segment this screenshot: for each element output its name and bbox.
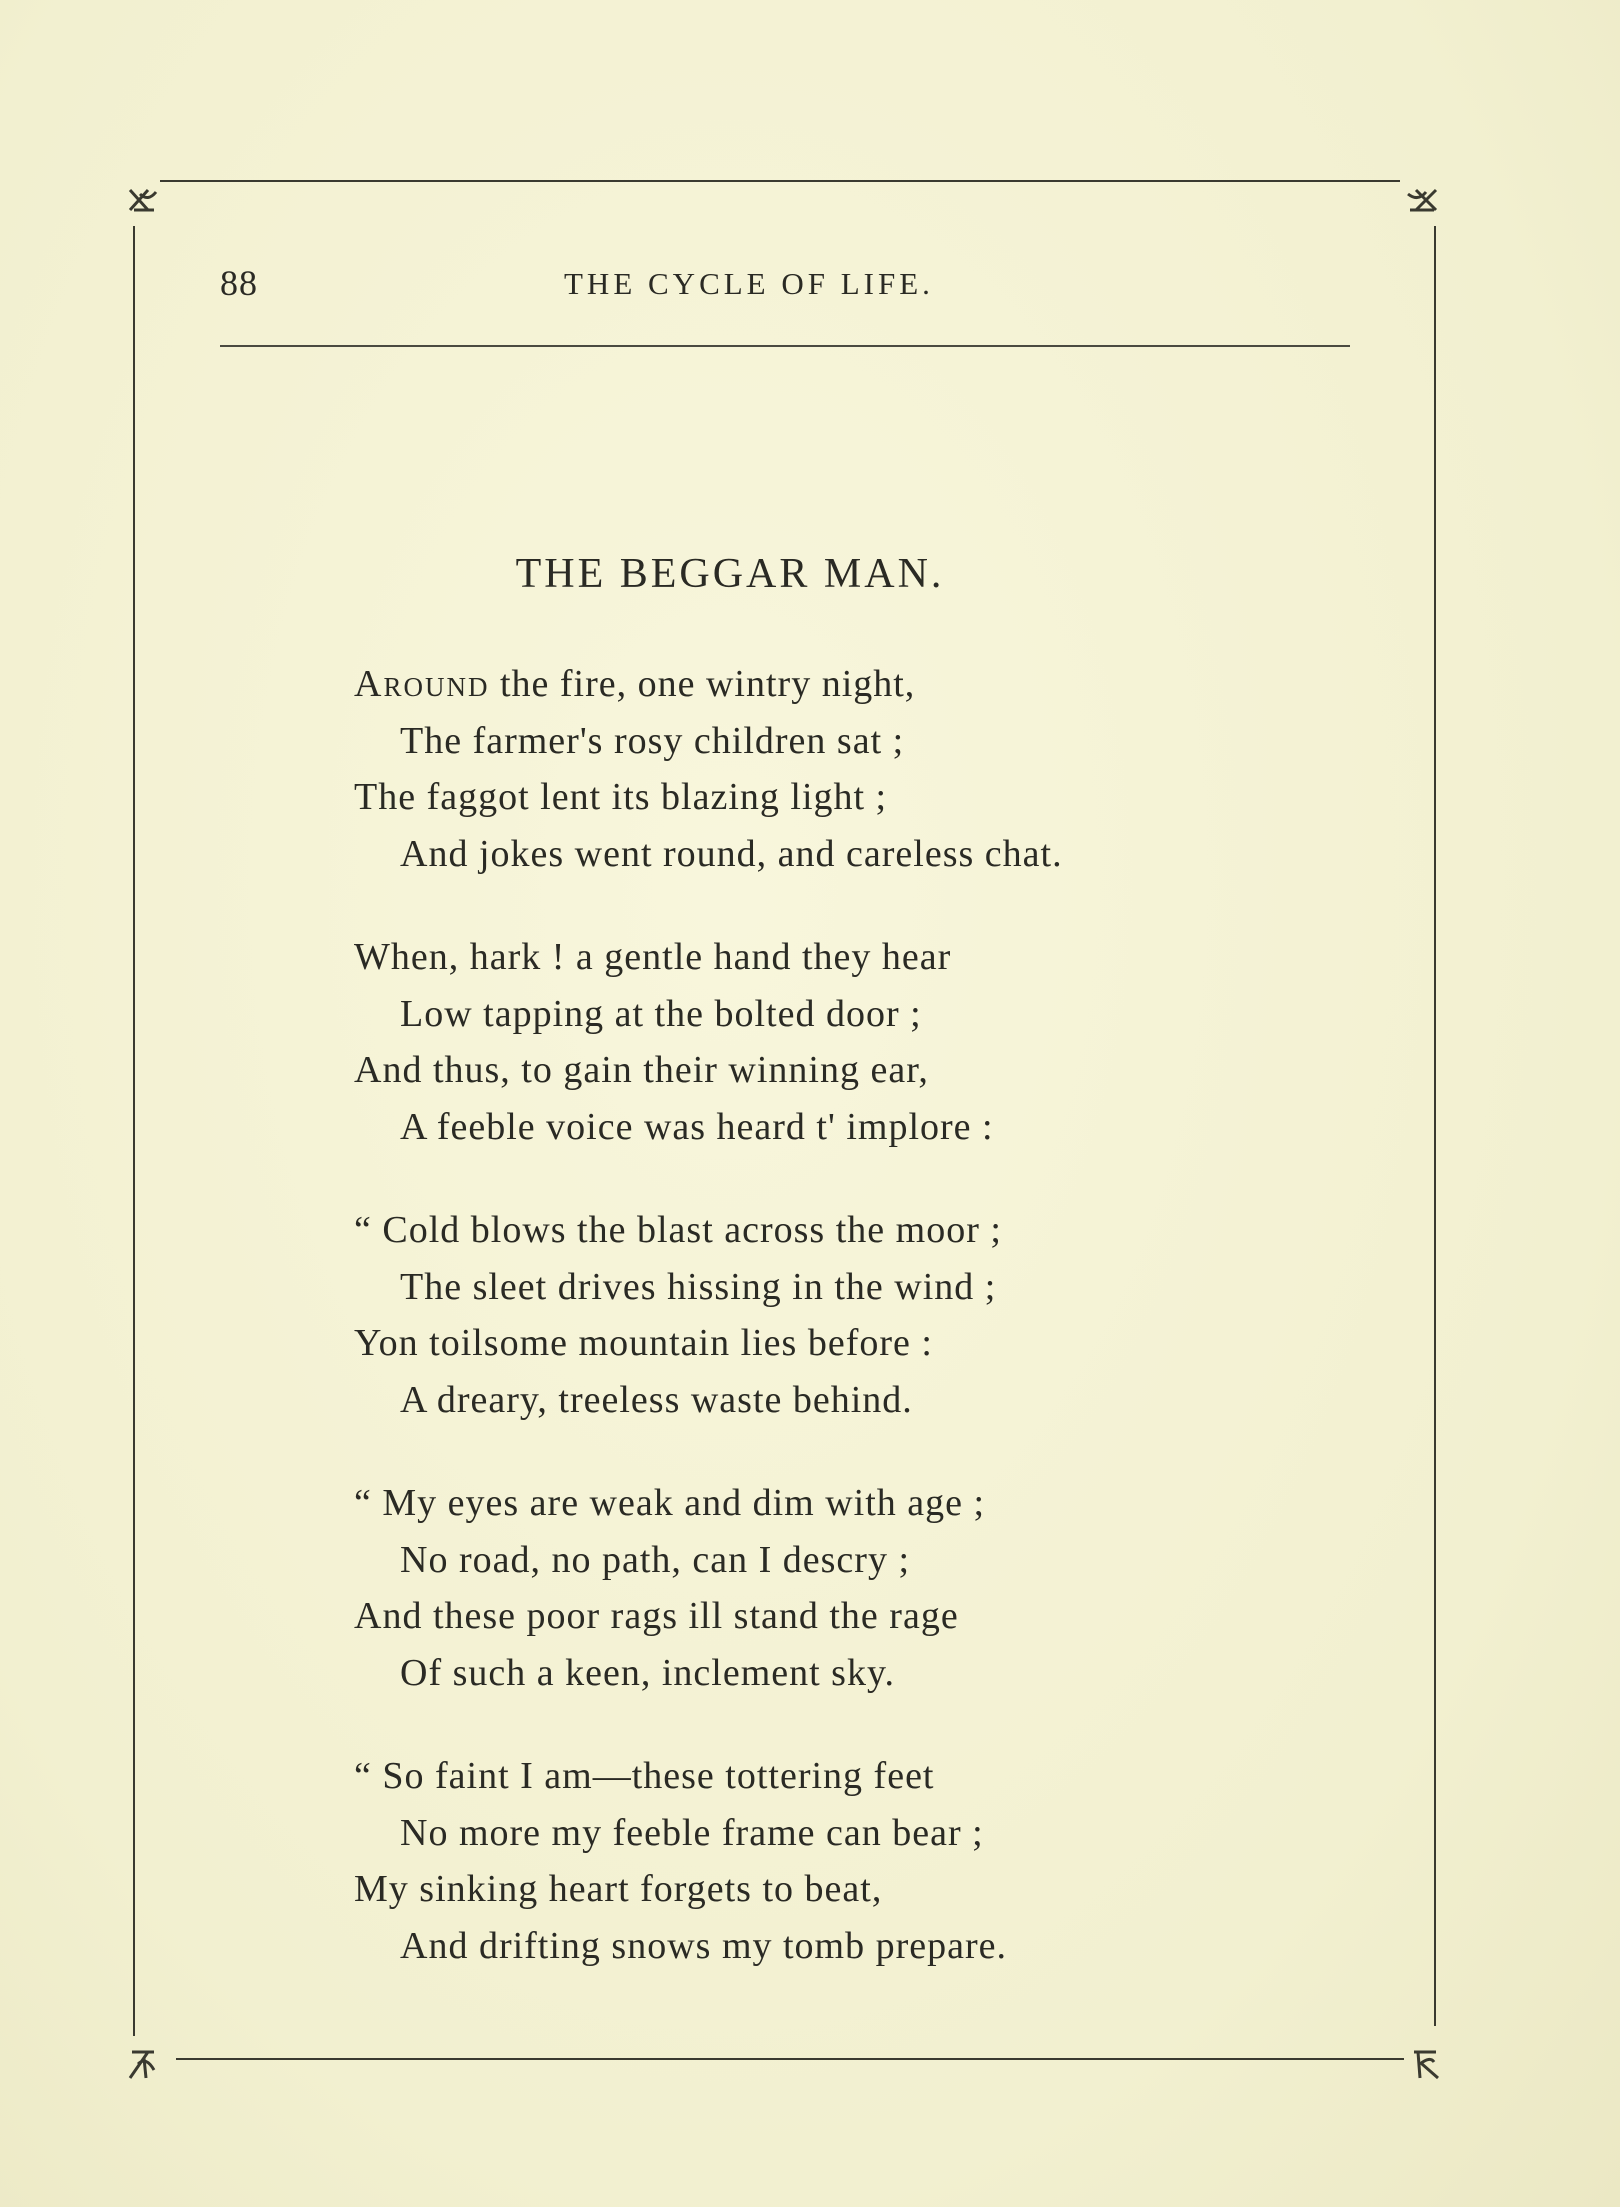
poem-body (354, 656, 1394, 2021)
frame-bottom-rule (176, 2058, 1404, 2060)
poem-line: When, hark ! a gentle hand they hear (354, 936, 952, 978)
line-text: the fire, one wintry night, (489, 663, 916, 705)
header-rule (220, 345, 1350, 347)
frame-top-rule (160, 180, 1400, 182)
poem-line: No more my feeble frame can bear ; (400, 1811, 984, 1854)
stanza (354, 929, 1394, 1155)
poem-line: “ Cold blows the blast across the moor ; (354, 1209, 1002, 1251)
page-number: 88 (220, 263, 258, 303)
poem-line: My sinking heart forgets to beat, (354, 1868, 883, 1910)
drop-word: Around (354, 663, 490, 705)
corner-ornament-bottom-right-icon (1396, 2034, 1446, 2084)
poem-line: No road, no path, can I descry ; (400, 1538, 911, 1581)
poem-line: “ My eyes are weak and dim with age ; (354, 1482, 986, 1524)
stanza (354, 1202, 1394, 1428)
poem-line: The farmer's rosy children sat ; (400, 719, 905, 762)
poem-line (354, 656, 1394, 713)
poem-line: A feeble voice was heard t' implore : (400, 1105, 994, 1148)
stanza (354, 1748, 1394, 1974)
poem-line: “ So faint I am—these tottering feet (354, 1755, 935, 1797)
stanza (354, 1475, 1394, 1701)
poem-line: And drifting snows my tomb prepare. (400, 1924, 1008, 1967)
poem-line: And jokes went round, and careless chat. (400, 832, 1063, 875)
running-title: THE CYCLE OF LIFE. (564, 266, 934, 301)
poem-line: The faggot lent its blazing light ; (354, 776, 888, 818)
poem-line: A dreary, treeless waste behind. (400, 1378, 913, 1421)
poem-line: Of such a keen, inclement sky. (400, 1651, 895, 1694)
poem-line: And thus, to gain their winning ear, (354, 1049, 929, 1091)
poem-line: Low tapping at the bolted door ; (400, 992, 922, 1035)
running-head (220, 262, 1350, 312)
poem-line: And these poor rags ill stand the rage (354, 1595, 959, 1637)
poem-title: THE BEGGAR MAN. (515, 551, 945, 597)
frame-left-rule (133, 226, 135, 2036)
poem-line: The sleet drives hissing in the wind ; (400, 1265, 997, 1308)
poem-line: Yon toilsome mountain lies before : (354, 1322, 933, 1364)
corner-ornament-bottom-left-icon (124, 2034, 174, 2084)
stanza (354, 656, 1394, 882)
frame-right-rule (1434, 226, 1436, 2026)
corner-ornament-top-left-icon (124, 180, 174, 230)
corner-ornament-top-right-icon (1396, 180, 1446, 230)
